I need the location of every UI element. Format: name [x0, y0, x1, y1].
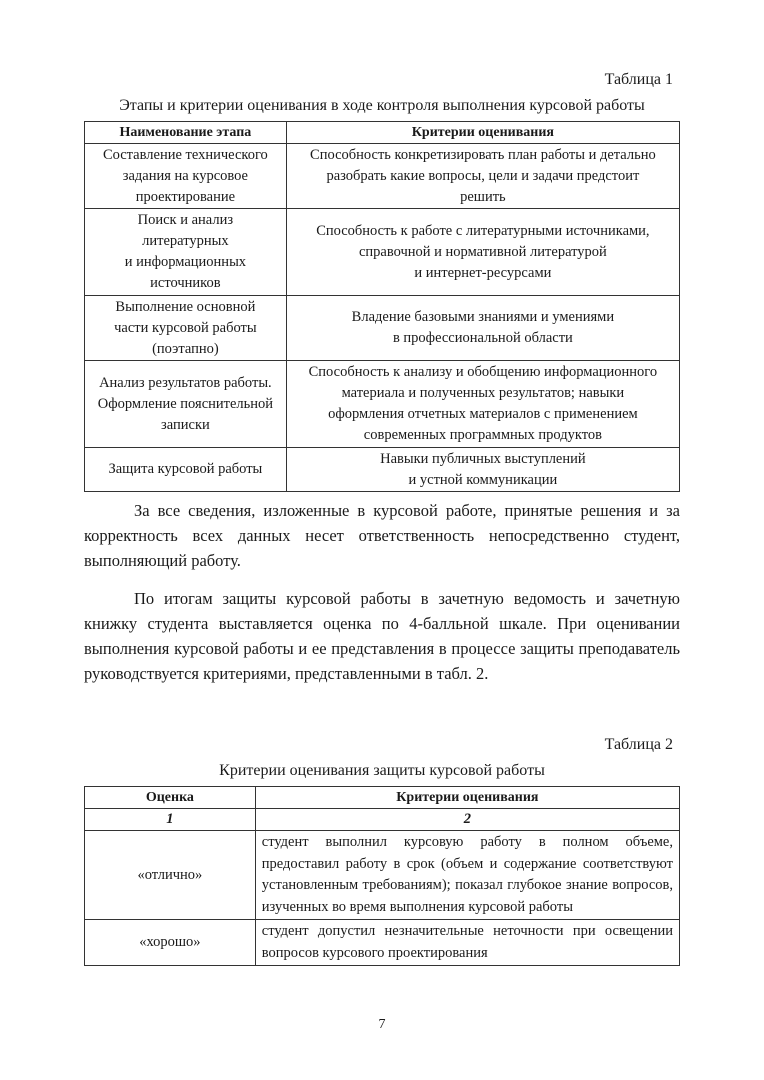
table1-label: Таблица 1: [604, 71, 673, 88]
grade-cell: «хорошо»: [85, 920, 256, 966]
table2-title: Критерии оценивания защиты курсовой работы: [219, 762, 545, 779]
table2-header-criteria: Критерии оценивания: [255, 787, 679, 809]
table2-header-row: [85, 787, 680, 809]
table2-label: Таблица 2: [604, 736, 673, 753]
criteria-cell: студент допустил незначительные неточности при освещении вопросов курсового проектирования: [255, 920, 679, 966]
criteria-cell: студент выполнил курсовую работу в полном объеме, предоставил работу в срок (объем и содержание соответствуют установленным требованиям); показал глубокое знание вопросов, изученных во время выполнения курсовой работы: [255, 831, 679, 920]
table-row: [85, 448, 680, 492]
table1-header-row: [85, 122, 680, 144]
table1: [84, 121, 680, 492]
column-number: 2: [255, 809, 679, 831]
page-number: 7: [378, 1017, 386, 1032]
table-row: [85, 144, 680, 209]
criteria-cell: Способность к работе с литературными источниками, справочной и нормативной литературой и интернет-ресурсами: [286, 209, 679, 296]
paragraph-grading: По итогам защиты курсовой работы в зачетную ведомость и зачетную книжку студента выставляется оценка по 4-балльной шкале. При оценивании выполнения курсовой работы и ее представления в процессе защиты преподаватель руководствуется критериями, представленными в табл. 2.: [84, 589, 680, 683]
criteria-cell: Способность конкретизировать план работы и детально разобрать какие вопросы, цели и задачи предстоит решить: [286, 144, 679, 209]
stage-cell: Выполнение основной части курсовой работы (поэтапно): [85, 296, 287, 361]
table1-header-criteria: Критерии оценивания: [286, 122, 679, 144]
table-row: [85, 361, 680, 448]
table2: [84, 786, 680, 966]
table-row: [85, 831, 680, 920]
criteria-cell: Владение базовыми знаниями и умениями в профессиональной области: [286, 296, 679, 361]
table2-number-row: [85, 809, 680, 831]
stage-cell: Анализ результатов работы. Оформление пояснительной записки: [85, 361, 287, 448]
table-row: [85, 296, 680, 361]
grade-cell: «отлично»: [85, 831, 256, 920]
stage-cell: Составление технического задания на курсовое проектирование: [85, 144, 287, 209]
paragraph-responsibility: За все сведения, изложенные в курсовой работе, принятые решения и за корректность всех данных несет ответственность непосредственно студент, выполняющий работу.: [84, 501, 680, 570]
table1-header-stage: Наименование этапа: [85, 122, 287, 144]
table2-header-grade: Оценка: [85, 787, 256, 809]
stage-cell: Защита курсовой работы: [85, 448, 287, 492]
table-row: [85, 920, 680, 966]
stage-cell: Поиск и анализ литературных и информационных источников: [85, 209, 287, 296]
column-number: 1: [85, 809, 256, 831]
criteria-cell: Способность к анализу и обобщению информационного материала и полученных результатов; навыки оформления отчетных материалов с применением современных программных продуктов: [286, 361, 679, 448]
table1-title: Этапы и критерии оценивания в ходе контроля выполнения курсовой работы: [119, 97, 645, 114]
table-row: [85, 209, 680, 296]
criteria-cell: Навыки публичных выступлений и устной коммуникации: [286, 448, 679, 492]
